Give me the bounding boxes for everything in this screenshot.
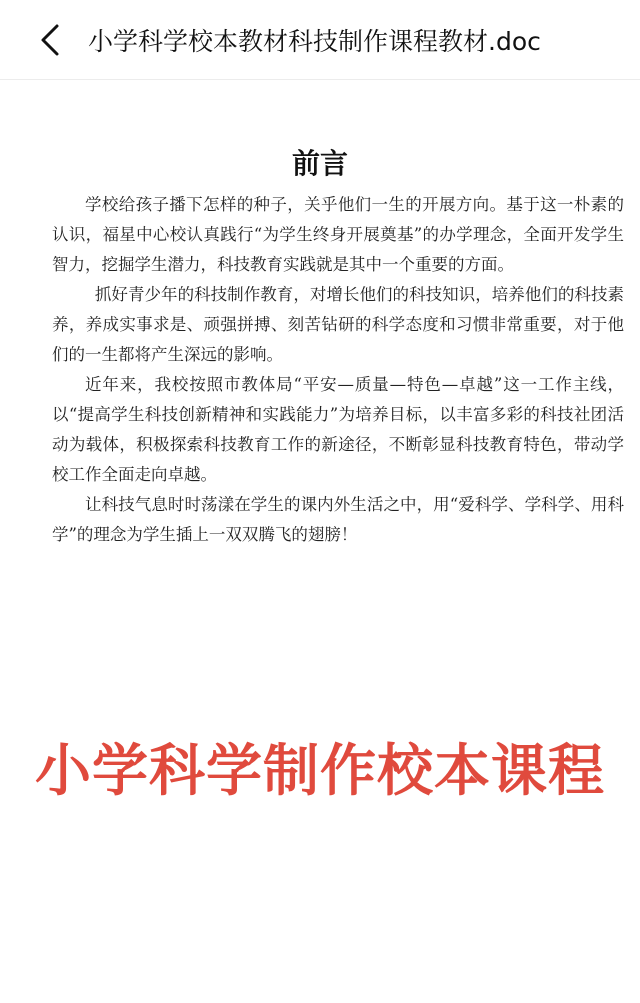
chevron-left-icon <box>39 23 61 57</box>
preface-paragraph: 近年来，我校按照市教体局“平安—质量—特色—卓越”这一工作主线，以“提高学生科技创新精神和实践能力”为培养目标，以丰富多彩的科技社团活动为载体，积极探索科技教育工作的新途径，不断彰显科技教育特色，带动学校工作全面走向卓越。 <box>52 375 624 484</box>
preface-paragraph: 学校给孩子播下怎样的种子，关乎他们一生的开展方向。基于这一朴素的认识，福星中心校认真践行“为学生终身开展奠基”的办学理念，全面开发学生智力，挖掘学生潜力，科技教育实践就是其中一个重要的方面。 <box>52 195 624 274</box>
preface-body <box>52 190 624 550</box>
preface-heading: 前言 <box>291 147 348 180</box>
preface-paragraph: 抓好青少年的科技制作教育，对增长他们的科技知识，培养他们的科技素养，养成实事求是、顽强拼搏、刻苦钻研的科学态度和习惯非常重要，对于他们的一生都将产生深远的影响。 <box>52 285 624 364</box>
document-title: 小学科学校本教材科技制作课程教材.doc <box>88 26 541 56</box>
course-banner-text: 小学科学制作校本课程 <box>35 739 605 804</box>
top-bar <box>0 0 640 80</box>
document-page[interactable] <box>0 80 640 1003</box>
back-button[interactable] <box>20 0 80 80</box>
preface-paragraph: 让科技气息时时荡漾在学生的课内外生活之中，用“爱科学、学科学、用科学”的理念为学生插上一双双腾飞的翅膀！ <box>52 495 624 544</box>
